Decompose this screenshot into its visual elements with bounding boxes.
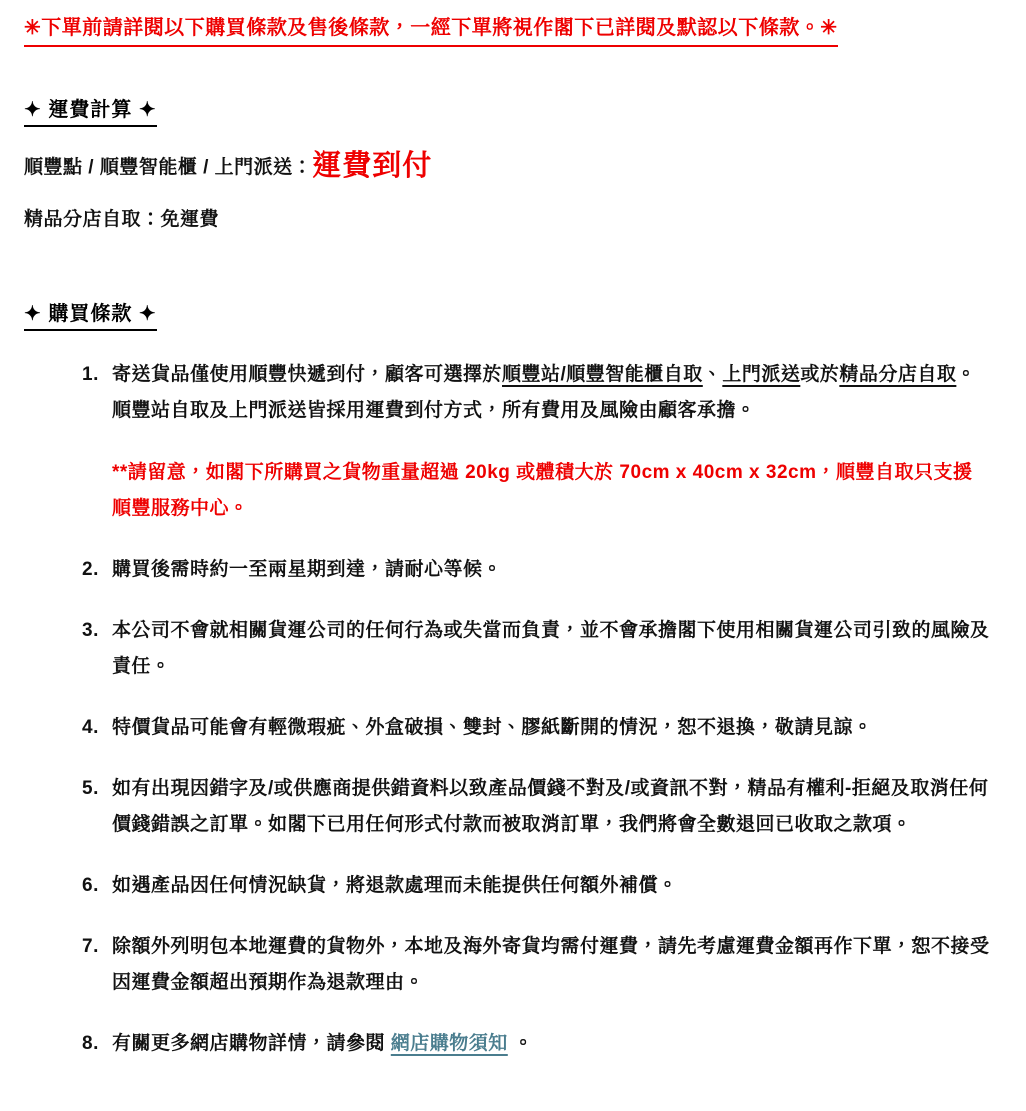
term-text-segment: 。順豐站自取及上門派送皆採用運費到付方式，所有費用及風險由顧客承擔。 — [112, 364, 976, 421]
term-text: 除額外列明包本地運費的貨物外，本地及海外寄貨均需付運費，請先考慮運費金額再作下單，恕不接受因運費金額超出預期作為退款理由。 — [112, 936, 990, 993]
pickup-option-home-delivery: 上門派送 — [722, 364, 801, 385]
term-number: 2. — [82, 559, 99, 580]
terms-heading-row — [24, 297, 990, 331]
term-text-segment: 寄送貨品僅使用順豐快遞到付，顧客可選擇於 — [112, 364, 503, 385]
store-shopping-guide-link[interactable]: 網店購物須知 — [390, 1033, 508, 1054]
purchase-terms-heading: ✦ 購買條款 ✦ — [24, 297, 157, 331]
sf-size-weight-warning: **請留意，如閣下所購買之貨物重量超過 20kg 或體積大於 70cm x 40cm x 32cm，順豐自取只支援順豐服務中心。 — [112, 462, 973, 519]
pickup-option-sf-station: 順豐站/順豐智能櫃自取 — [502, 364, 703, 385]
shipping-pickup-text: 精品分店自取：免運費 — [24, 209, 220, 230]
term-item-6 — [82, 868, 990, 904]
term-text-segment: 。 — [507, 1033, 534, 1054]
shipping-cod-line — [24, 151, 990, 183]
term-text: 特價貨品可能會有輕微瑕疵、外盒破損、雙封、膠紙斷開的情況，恕不退換，敬請見諒。 — [112, 717, 873, 738]
term-number: 1. — [82, 364, 99, 385]
terms-section — [24, 297, 990, 1062]
term-text: 購買後需時約一至兩星期到達，請耐心等候。 — [112, 559, 503, 580]
term-item-4 — [82, 710, 990, 746]
term-text: 如有出現因錯字及/或供應商提供錯資料以致產品價錢不對及/或資訊不對，精品有權利-拒絕及取消任何價錢錯誤之訂單。如閣下已用任何形式付款而被取消訂單，我們將會全數退回已收取之款項。 — [112, 778, 989, 835]
term-number: 4. — [82, 717, 99, 738]
shipping-section — [24, 93, 990, 235]
shipping-cod-label: 順豐點 / 順豐智能櫃 / 上門派送： — [24, 157, 313, 178]
shipping-fee-heading: ✦ 運費計算 ✦ — [24, 93, 157, 127]
term-item-7 — [82, 929, 990, 1001]
terms-list — [24, 357, 990, 1062]
term-item-5 — [82, 771, 990, 843]
term-number: 8. — [82, 1033, 99, 1054]
term-item-2 — [82, 552, 990, 588]
shipping-cod-value: 運費到付 — [312, 150, 433, 182]
term-item-1 — [82, 357, 990, 527]
term-text-segment: 有關更多網店購物詳情，請參閱 — [112, 1033, 391, 1054]
term-number: 5. — [82, 778, 99, 799]
term-text-segment: 、 — [702, 364, 723, 385]
pickup-option-store-pickup: 精品分店自取 — [839, 364, 957, 385]
term-text-segment: 或於 — [800, 364, 840, 385]
term-number: 6. — [82, 875, 99, 896]
term-item-8 — [82, 1026, 990, 1062]
term-item-3 — [82, 613, 990, 685]
term-number: 3. — [82, 620, 99, 641]
shipping-heading-row — [24, 93, 990, 127]
term-text: 如遇產品因任何情況缺貨，將退款處理而未能提供任何額外補償。 — [112, 875, 678, 896]
term-text: 本公司不會就相關貨運公司的任何行為或失當而負責，並不會承擔閣下使用相關貨運公司引致的風險及責任。 — [112, 620, 990, 677]
shipping-pickup-line — [24, 205, 990, 235]
term-number: 7. — [82, 936, 99, 957]
pre-order-notice: ✳下單前請詳閱以下購買條款及售後條款，一經下單將視作閣下已詳閱及默認以下條款。✳ — [24, 14, 838, 47]
pre-order-notice-row — [24, 14, 990, 47]
